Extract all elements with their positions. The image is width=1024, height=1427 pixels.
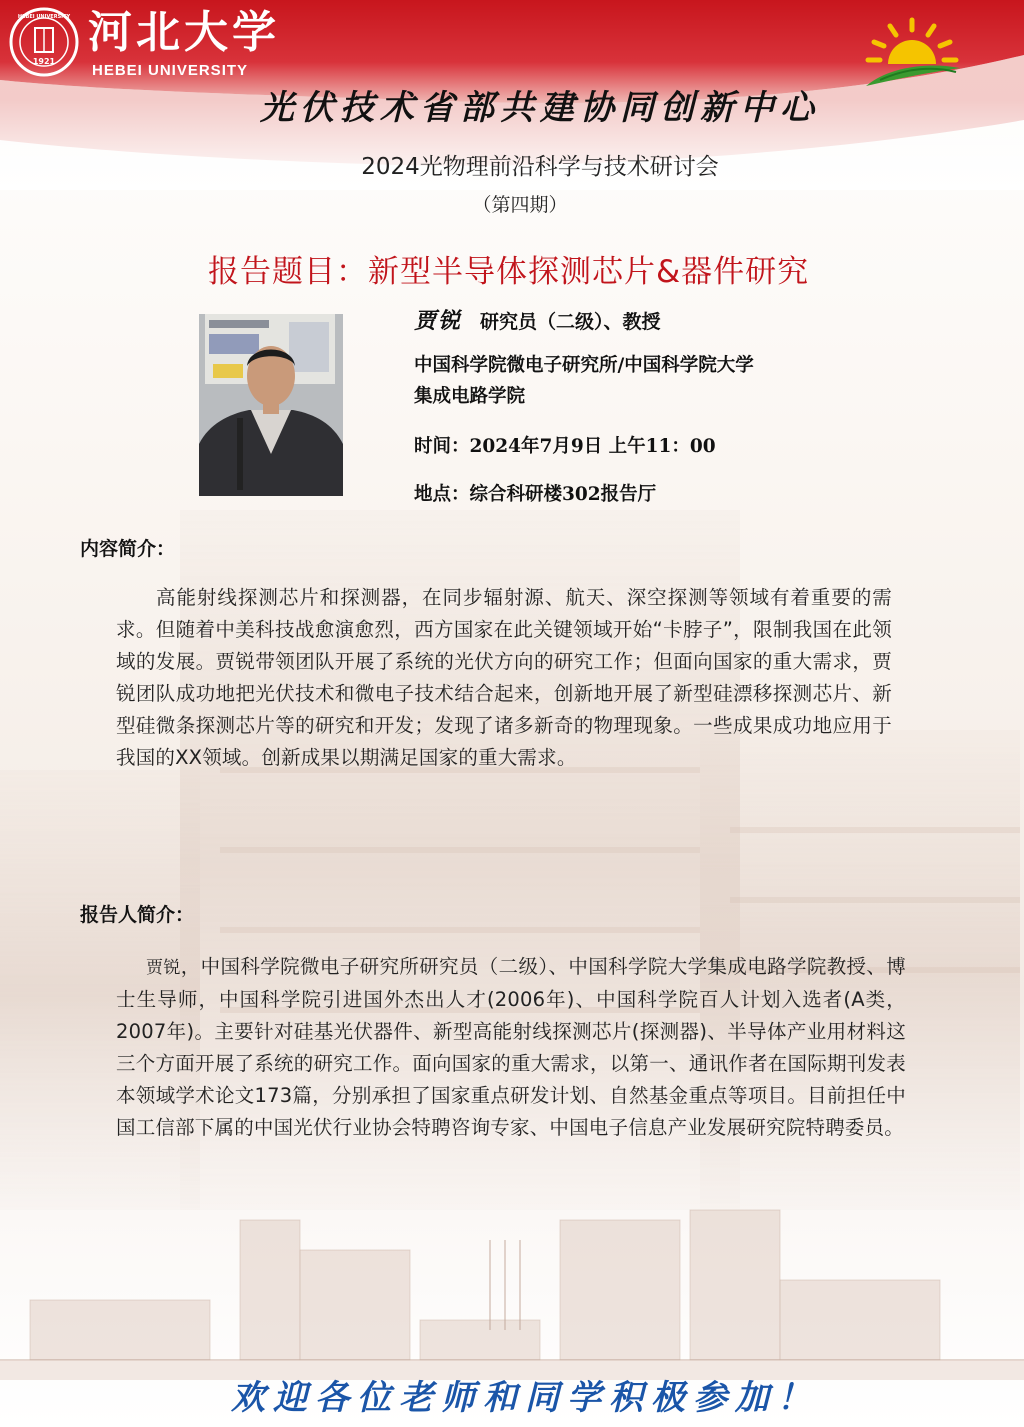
welcome-footer: 欢迎各位老师和同学积极参加！ <box>231 1378 819 1418</box>
symposium-title: 2024光物理前沿科学与技术研讨会 <box>361 154 719 180</box>
abstract-paragraph: 高能射线探测芯片和探测器，在同步辐射源、航天、深空探测等领域有着重要的需求。但随着中美科技战愈演愈烈，西方国家在此关键领域开始“卡脖子”，限制我国在此领域的发展。贾锐带领团队开展了系统的光伏方向的研究工作；但面向国家的重大需求，贾锐团队成功地把光伏技术和微电子技术结合起来，创新地开展了新型硅漂移探测芯片、新型硅微条探测芯片等的研究和开发；发现了诸多新奇的物理现象。一些成果成功地应用于我国的XX领域。创新成果以期满足国家的重大需求。 <box>116 586 892 769</box>
hebei-university-seal-logo <box>8 6 80 78</box>
affiliation-line-2: 集成电路学院 <box>414 386 526 407</box>
bio-text: ，中国科学院微电子研究所研究员（二级）、中国科学院大学集成电路学院教授、博士生导师，中国科学院引进国外杰出人才(2006年)、中国科学院百人计划入选者(A类，2007年)。主要针对硅基光伏器件、新型高能射线探测芯片(探测器)、半导体产业用材料这三个方面开展了系统的研究工作。面向国家的重大需求，以第一、通讯作者在国际期刊发表本领域学术论文173篇，分别承担了国家重点研发计划、自然基金重点等项目。目前担任中国工信部下属的中国光伏行业协会特聘咨询专家、中国电子信息产业发展研究院特聘委员。 <box>116 955 906 1139</box>
abstract-heading: 内容简介： <box>80 538 176 560</box>
speaker-photo <box>199 314 343 496</box>
seal-text: HEBEI UNIVERSITY <box>17 14 71 20</box>
event-place: 地点：综合科研楼302报告厅 <box>414 484 657 505</box>
speaker-name: 贾锐 <box>414 308 463 334</box>
event-time: 时间：2024年7月9日 上午11：00 <box>414 436 716 457</box>
bio-speaker-name: 贾锐 <box>146 958 181 978</box>
speaker-affiliation <box>414 350 754 412</box>
seal-year: 1921 <box>32 57 56 66</box>
speaker-name-line <box>414 304 661 335</box>
bio-paragraph <box>116 951 906 1144</box>
university-name-chinese: 河北大学 <box>88 7 280 58</box>
innovation-center-title: 光伏技术省部共建协同创新中心 <box>260 88 820 128</box>
university-name-english: HEBEI UNIVERSITY <box>92 62 249 79</box>
affiliation-line-1: 中国科学院微电子研究所/中国科学院大学 <box>414 355 754 376</box>
campus-sketch-illustration <box>0 1180 1024 1380</box>
symposium-issue: （第四期） <box>472 194 568 216</box>
report-title: 报告题目：新型半导体探测芯片&器件研究 <box>208 254 810 290</box>
speaker-position: 研究员（二级）、教授 <box>480 311 661 333</box>
bio-heading: 报告人简介： <box>80 904 195 926</box>
